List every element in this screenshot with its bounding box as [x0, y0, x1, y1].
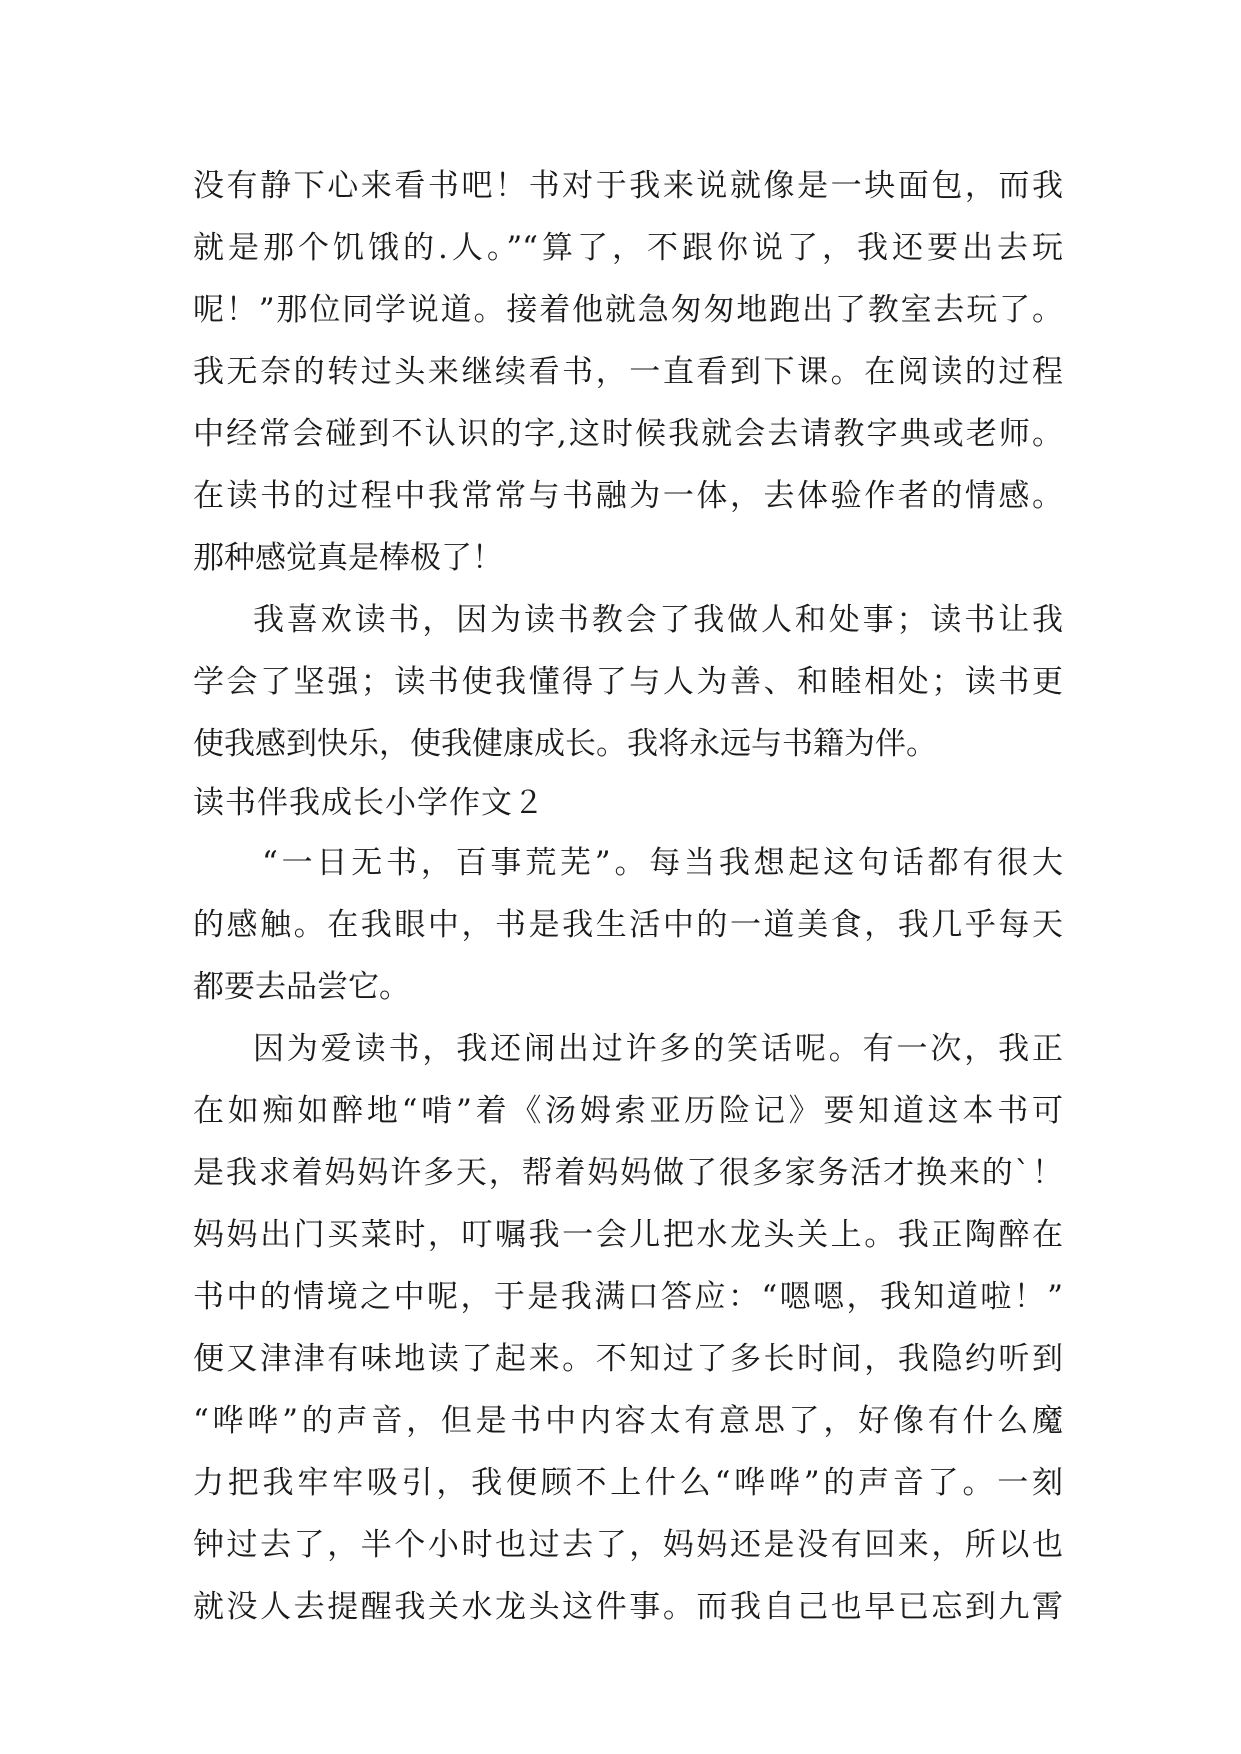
paragraph-first-line: “一日无书，百事荒芜”。每当我想起这句话都有很大: [262, 845, 1063, 881]
text-line: 是我求着妈妈许多天，帮着妈妈做了很多家务活才换来的`！: [193, 1155, 1063, 1191]
section-title: 读书伴我成长小学作文２: [193, 785, 545, 821]
text-line: 就是那个饥饿的.人。”“算了，不跟你说了，我还要出去玩: [193, 230, 1063, 266]
text-line: 那种感觉真是棒极了！: [193, 540, 503, 576]
text-line: 我无奈的转过头来继续看书，一直看到下课。在阅读的过程: [193, 354, 1063, 390]
text-line: “哗哗”的声音，但是书中内容太有意思了，好像有什么魔: [193, 1403, 1063, 1439]
text-line: 便又津津有味地读了起来。不知过了多长时间，我隐约听到: [193, 1341, 1063, 1377]
paragraph-first-line: 我喜欢读书，因为读书教会了我做人和处事；读书让我: [253, 602, 1063, 638]
text-line: 没有静下心来看书吧！书对于我来说就像是一块面包，而我: [193, 168, 1063, 204]
text-line: 就没人去提醒我关水龙头这件事。而我自己也早已忘到九霄: [193, 1589, 1063, 1625]
paragraph-first-line: 因为爱读书，我还闹出过许多的笑话呢。有一次，我正: [253, 1031, 1063, 1067]
text-line: 力把我牢牢吸引，我便顾不上什么“哗哗”的声音了。一刻: [193, 1465, 1063, 1501]
text-line: 呢！”那位同学说道。接着他就急匆匆地跑出了教室去玩了。: [193, 292, 1063, 328]
text-line: 的感触。在我眼中，书是我生活中的一道美食，我几乎每天: [193, 907, 1063, 943]
text-line: 中经常会碰到不认识的字,这时候我就会去请教字典或老师。: [193, 416, 1063, 452]
text-line: 妈妈出门买菜时，叮嘱我一会儿把水龙头关上。我正陶醉在: [193, 1217, 1063, 1253]
text-line: 使我感到快乐，使我健康成长。我将永远与书籍为伴。: [193, 726, 937, 762]
text-line: 书中的情境之中呢，于是我满口答应：“嗯嗯，我知道啦！”: [193, 1279, 1063, 1315]
text-line: 都要去品尝它。: [193, 969, 410, 1005]
text-line: 在读书的过程中我常常与书融为一体，去体验作者的情感。: [193, 478, 1063, 514]
text-line: 钟过去了，半个小时也过去了，妈妈还是没有回来，所以也: [193, 1527, 1063, 1563]
text-line: 学会了坚强；读书使我懂得了与人为善、和睦相处；读书更: [193, 664, 1063, 700]
text-line: 在如痴如醉地“啃”着《汤姆索亚历险记》要知道这本书可: [193, 1093, 1063, 1129]
